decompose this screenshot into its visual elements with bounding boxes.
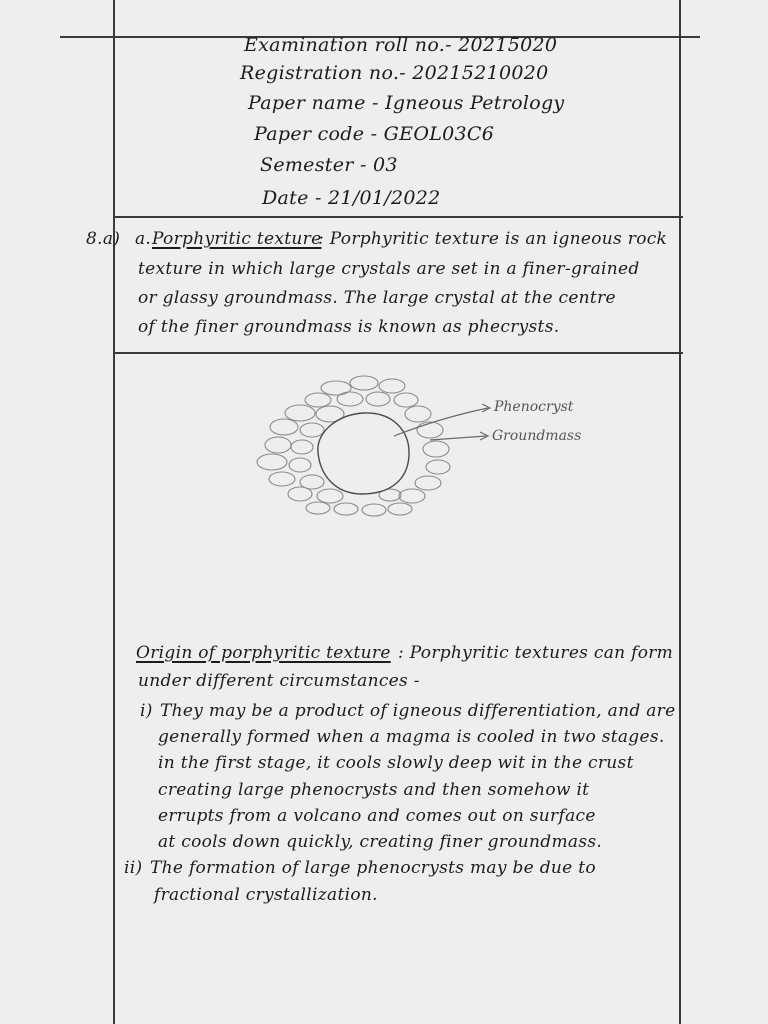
item-2-marker: ii) <box>124 858 143 878</box>
definition-line-2: texture in which large crystals are set in a finer-grained <box>138 259 640 279</box>
origin-title-rest: : Porphyritic textures can form <box>398 643 674 663</box>
exam-roll-number: Examination roll no.- 20215020 <box>244 34 558 56</box>
item-2-line-2: fractional crystallization. <box>154 885 378 905</box>
origin-title: Origin of porphyritic texture <box>136 643 391 663</box>
section-divider <box>113 352 683 354</box>
exam-date: Date - 21/01/2022 <box>262 187 441 209</box>
definition-line-3: or glassy groundmass. The large crystal at the centre <box>138 288 616 308</box>
item-2-line-1: The formation of large phenocrysts may be due to <box>150 858 596 878</box>
paper-code: Paper code - GEOL03C6 <box>254 123 495 145</box>
definition-line-1: : Porphyritic texture is an igneous rock <box>318 229 668 249</box>
paper-name: Paper name - Igneous Petrology <box>248 92 565 114</box>
item-1-line-1: They may be a product of igneous differentiation, and are <box>160 701 676 721</box>
registration-number: Registration no.- 20215210020 <box>240 62 549 84</box>
phenocryst-crystal <box>318 413 409 494</box>
question-title: Porphyritic texture <box>152 229 322 249</box>
origin-intro: under different circumstances - <box>138 671 420 691</box>
item-1-line-3: in the first stage, it cools slowly deep wit in the crust <box>158 753 634 773</box>
groundmass-label: Groundmass <box>492 428 582 444</box>
phenocryst-label: Phenocryst <box>494 399 574 415</box>
item-1-marker: i) <box>140 701 153 721</box>
margin-line-left <box>113 0 115 1024</box>
question-number: 8.a) <box>86 229 121 249</box>
margin-line-right <box>679 0 681 1024</box>
question-sub-label: a. <box>135 229 152 249</box>
item-1-line-2: generally formed when a magma is cooled in two stages. <box>158 727 665 747</box>
item-1-line-4: creating large phenocrysts and then somehow it <box>158 780 590 800</box>
semester: Semester - 03 <box>260 154 398 176</box>
item-1-line-6: at cools down quickly, creating finer groundmass. <box>158 832 603 852</box>
header-divider <box>113 216 683 218</box>
definition-line-4: of the finer groundmass is known as phecrysts. <box>138 317 560 337</box>
item-1-line-5: errupts from a volcano and comes out on surface <box>158 806 596 826</box>
